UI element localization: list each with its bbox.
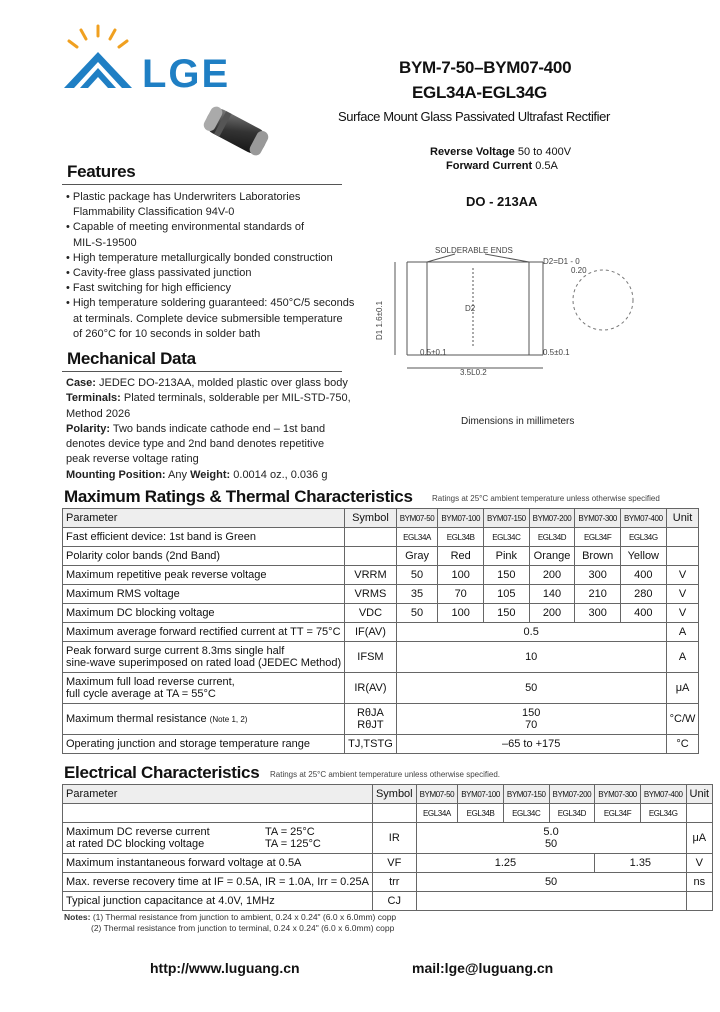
- terminals-label: Terminals:: [66, 392, 121, 405]
- feature-item: • Fast switching for high efficiency: [66, 282, 232, 295]
- egl-range-title: EGL34A-EGL34G: [412, 83, 547, 102]
- ir-125-value: 50: [544, 838, 558, 850]
- d2-tolerance-sub: 0.20: [571, 266, 587, 275]
- logo-text: LGE: [142, 52, 231, 96]
- row-unit: ns: [686, 873, 713, 892]
- table-row: [63, 804, 713, 823]
- part-range-title: BYM-7-50–BYM07-400: [399, 58, 572, 77]
- header-symbol: Symbol: [372, 785, 416, 804]
- cell: EGL34D: [529, 528, 575, 547]
- value-rtjt: 70: [525, 719, 538, 731]
- row-label: Maximum instantaneous forward voltage at 0.5A: [63, 854, 373, 873]
- cell: EGL34B: [438, 528, 484, 547]
- d2-tolerance-label: [543, 257, 587, 275]
- max-ratings-table: [62, 508, 699, 754]
- header-part: BYM07-300: [595, 785, 641, 804]
- ir-line-2: full cycle average at TA = 55°C: [66, 688, 216, 700]
- reverse-voltage-value: 50 to 400V: [517, 146, 572, 158]
- cell: 10: [396, 642, 666, 673]
- cell: 210: [575, 585, 621, 604]
- cell: 200: [529, 566, 575, 585]
- cell: 0.5: [396, 623, 666, 642]
- row-symbol: TJ,TSTG: [345, 735, 397, 754]
- note-2: (2) Thermal resistance from junction to terminal, 0.24 x 0.24" (6.0 x 6.0mm) copp: [91, 923, 395, 933]
- cell: 400: [620, 566, 666, 585]
- cell: EGL34C: [503, 804, 549, 823]
- cell: EGL34C: [484, 528, 530, 547]
- row-unit: μA: [666, 673, 699, 704]
- cell: EGL34A: [416, 804, 458, 823]
- feature-item: • Plastic package has Underwriters Laboratories: [66, 191, 301, 203]
- cell: 50: [396, 673, 666, 704]
- cell: EGL34D: [549, 804, 595, 823]
- row-symbol: IR: [372, 823, 416, 854]
- table-row: [63, 547, 699, 566]
- cell: EGL34A: [396, 528, 438, 547]
- row-unit: A: [666, 623, 699, 642]
- row-unit: μA: [686, 823, 713, 854]
- cell: 35: [396, 585, 438, 604]
- table-row: [63, 528, 699, 547]
- end-right-label: 0.5±0.1: [543, 348, 570, 357]
- row-unit: V: [666, 566, 699, 585]
- header-part: BYM07-50: [396, 509, 438, 528]
- cell: 100: [438, 566, 484, 585]
- row-symbol: [345, 547, 397, 566]
- email-link[interactable]: mail:lge@luguang.cn: [412, 960, 554, 976]
- table-row: [63, 642, 699, 673]
- cell: EGL34G: [620, 528, 666, 547]
- forward-current-label: Forward Current: [446, 160, 533, 172]
- weight-text: 0.0014 oz., 0.036 g: [233, 468, 328, 481]
- cell: 50: [396, 604, 438, 623]
- table-row: [63, 854, 713, 873]
- end-view-circle: [573, 270, 633, 330]
- table-row: [63, 585, 699, 604]
- header-part: BYM07-150: [484, 509, 530, 528]
- row-label: Maximum DC blocking voltage: [63, 604, 345, 623]
- row-unit: V: [686, 854, 713, 873]
- d1-label: [375, 301, 384, 340]
- row-symbol: VF: [372, 854, 416, 873]
- electrical-note: Ratings at 25°C ambient temperature unless otherwise specified.: [270, 770, 500, 779]
- header-part: BYM07-400: [620, 509, 666, 528]
- cell: 200: [529, 604, 575, 623]
- table-row: [63, 823, 713, 854]
- cell: Gray: [396, 547, 438, 566]
- table-row: [63, 735, 699, 754]
- polarity-text-3: peak reverse voltage rating: [66, 453, 199, 466]
- header-part: BYM07-150: [503, 785, 549, 804]
- thermal-note: (Note 1, 2): [209, 715, 248, 724]
- symbol-rtja: RθJA: [356, 707, 384, 719]
- cell: 280: [620, 585, 666, 604]
- row-symbol: CJ: [372, 892, 416, 911]
- row-unit: V: [666, 585, 699, 604]
- table-row: [63, 873, 713, 892]
- row-symbol: IF(AV): [345, 623, 397, 642]
- cell: 50: [416, 873, 686, 892]
- polarity-text-2: denotes device type and 2nd band denotes repetitive: [66, 438, 325, 451]
- features-divider: [62, 184, 342, 185]
- row-symbol: [345, 704, 397, 735]
- cell: 50: [396, 566, 438, 585]
- polarity-text: Two bands indicate cathode end – 1st band: [112, 422, 326, 435]
- max-ratings-title: Maximum Ratings & Thermal Characteristics: [64, 487, 413, 506]
- website-link[interactable]: http://www.luguang.cn: [150, 960, 300, 976]
- row-label: Maximum RMS voltage: [63, 585, 345, 604]
- temp-25: TA = 25°C: [265, 826, 315, 838]
- row-label: Maximum repetitive peak reverse voltage: [63, 566, 345, 585]
- d2-tolerance: D2=D1 - 0: [543, 257, 580, 266]
- cell: 300: [575, 566, 621, 585]
- header-unit: Unit: [666, 509, 699, 528]
- product-subtitle: Surface Mount Glass Passivated Ultrafast Rectifier: [338, 109, 610, 124]
- row-unit: [666, 528, 699, 547]
- row-label: [63, 823, 373, 854]
- ir-line-1: Maximum full load reverse current,: [66, 676, 235, 688]
- table-row: [63, 566, 699, 585]
- solderable-ends-label: SOLDERABLE ENDS: [435, 246, 513, 255]
- row-symbol: VDC: [345, 604, 397, 623]
- table-row: [63, 604, 699, 623]
- mechanical-divider: [62, 371, 342, 372]
- table-row: [63, 892, 713, 911]
- thermal-label: Maximum thermal resistance: [66, 713, 207, 725]
- weight-label: Weight:: [190, 468, 231, 481]
- table-row: [63, 704, 699, 735]
- logo-mark-icon: [58, 22, 138, 94]
- header-part: BYM07-200: [549, 785, 595, 804]
- cell: Orange: [529, 547, 575, 566]
- cell: [416, 892, 686, 911]
- header-part: BYM07-100: [458, 785, 504, 804]
- row-symbol: trr: [372, 873, 416, 892]
- row-unit: [686, 804, 713, 823]
- value-rtja: 150: [522, 707, 541, 719]
- cell: 70: [438, 585, 484, 604]
- table-row: [63, 623, 699, 642]
- row-unit: [686, 892, 713, 911]
- row-symbol: VRRM: [345, 566, 397, 585]
- temp-125: TA = 125°C: [265, 838, 321, 850]
- feature-item: • High temperature soldering guaranteed: 450°C/5 seconds: [66, 297, 355, 310]
- electrical-title: Electrical Characteristics: [64, 763, 260, 782]
- cell: Brown: [575, 547, 621, 566]
- row-label: Operating junction and storage temperature range: [63, 735, 345, 754]
- header-symbol: Symbol: [345, 509, 397, 528]
- case-label: Case:: [66, 377, 96, 389]
- feature-item: Flammability Classification 94V-0: [73, 206, 235, 219]
- max-ratings-note: Ratings at 25°C ambient temperature unless otherwise specified: [432, 494, 660, 503]
- dc-reverse-line-1: Maximum DC reverse current: [66, 826, 210, 838]
- row-label: Fast efficient device: 1st band is Green: [63, 528, 345, 547]
- cell: EGL34F: [595, 804, 641, 823]
- header-part: BYM07-400: [640, 785, 686, 804]
- d1-symbol: D1: [375, 329, 384, 340]
- row-unit: °C/W: [666, 704, 699, 735]
- polarity-label: Polarity:: [66, 422, 111, 435]
- row-label: [63, 642, 345, 673]
- table-row: [63, 673, 699, 704]
- row-unit: A: [666, 642, 699, 673]
- cell: [416, 823, 686, 854]
- cell: 300: [575, 604, 621, 623]
- table-header-row: [63, 785, 713, 804]
- row-label: Maximum average forward rectified current at TT = 75°C: [63, 623, 345, 642]
- mechanical-data: [66, 376, 351, 483]
- row-label: Typical junction capacitance at 4.0V, 1MHz: [63, 892, 373, 911]
- dc-reverse-line-2: at rated DC blocking voltage: [66, 838, 205, 850]
- mechanical-title: Mechanical Data: [67, 349, 196, 368]
- package-name: DO - 213AA: [466, 194, 538, 209]
- length-label: 3.5L0.2: [460, 368, 487, 377]
- mounting-text: Any: [168, 468, 188, 481]
- header-parameter: Parameter: [63, 509, 345, 528]
- row-symbol: [345, 528, 397, 547]
- cell: EGL34G: [640, 804, 686, 823]
- header-part: BYM07-300: [575, 509, 621, 528]
- electrical-table: [62, 784, 713, 911]
- cell: 1.35: [595, 854, 686, 873]
- terminals-text-2: Method 2026: [66, 407, 131, 420]
- mounting-label: Mounting Position:: [66, 468, 166, 481]
- cell: –65 to +175: [396, 735, 666, 754]
- reverse-voltage-spec: [430, 146, 571, 158]
- features-title: Features: [67, 162, 136, 181]
- d1-value: 1.6±0.1: [375, 300, 384, 328]
- row-label: [63, 804, 373, 823]
- forward-current-spec: [446, 160, 558, 172]
- package-outline: [365, 240, 655, 390]
- cell: EGL34B: [458, 804, 504, 823]
- logo: [58, 22, 238, 96]
- cell: 140: [529, 585, 575, 604]
- cell: Yellow: [620, 547, 666, 566]
- row-label: Max. reverse recovery time at IF = 0.5A, IR = 1.0A, Irr = 0.25A: [63, 873, 373, 892]
- cell: 100: [438, 604, 484, 623]
- end-left-label: 0.5±0.1: [420, 348, 447, 357]
- note-1: (1) Thermal resistance from junction to ambient, 0.24 x 0.24" (6.0 x 6.0mm) copp: [92, 912, 397, 922]
- terminals-text: Plated terminals, solderable per MIL-STD-750,: [123, 392, 351, 405]
- symbol-rtjt: RθJT: [357, 719, 384, 731]
- table-header-row: [63, 509, 699, 528]
- cell: 400: [620, 604, 666, 623]
- row-unit: V: [666, 604, 699, 623]
- row-unit: °C: [666, 735, 699, 754]
- feature-item: MIL-S-19500: [73, 236, 137, 249]
- cell: EGL34F: [575, 528, 621, 547]
- row-symbol: VRMS: [345, 585, 397, 604]
- diode-image: [196, 96, 276, 166]
- ir-25-value: 5.0: [543, 826, 559, 838]
- temp-conditions: [265, 826, 321, 850]
- case-text: JEDEC DO-213AA, molded plastic over glass body: [99, 377, 348, 389]
- cell: 105: [484, 585, 530, 604]
- forward-current-value: 0.5A: [535, 160, 558, 172]
- d2-label: D2: [465, 304, 476, 313]
- row-unit: [666, 547, 699, 566]
- row-label: [63, 673, 345, 704]
- cell: [396, 704, 666, 735]
- row-label: [63, 704, 345, 735]
- ifsm-line-2: sine-wave superimposed on rated load (JEDEC Method): [66, 657, 342, 669]
- dimensions-caption: Dimensions in millimeters: [461, 416, 575, 427]
- ifsm-line-1: Peak forward surge current 8.3ms single half: [66, 645, 285, 657]
- cell: 1.25: [416, 854, 595, 873]
- cell: Red: [438, 547, 484, 566]
- cell: Pink: [484, 547, 530, 566]
- row-symbol: [372, 804, 416, 823]
- row-label: Polarity color bands (2nd Band): [63, 547, 345, 566]
- notes: [64, 912, 396, 934]
- features-list: [66, 190, 354, 342]
- feature-item: • Cavity-free glass passivated junction: [66, 267, 252, 280]
- header-part: BYM07-50: [416, 785, 458, 804]
- feature-item: at terminals. Complete device submersible temperature: [73, 312, 343, 325]
- cell: 150: [484, 604, 530, 623]
- reverse-voltage-label: Reverse Voltage: [430, 146, 515, 158]
- feature-item: of 260°C for 10 seconds in solder bath: [73, 327, 261, 340]
- notes-label: Notes:: [64, 912, 91, 922]
- cell: 150: [484, 566, 530, 585]
- row-symbol: IFSM: [345, 642, 397, 673]
- header-part: BYM07-200: [529, 509, 575, 528]
- row-symbol: IR(AV): [345, 673, 397, 704]
- dimension-drawing: [365, 240, 655, 430]
- header-parameter: Parameter: [63, 785, 373, 804]
- header-part: BYM07-100: [438, 509, 484, 528]
- header-unit: Unit: [686, 785, 713, 804]
- feature-item: • Capable of meeting environmental standards of: [66, 221, 305, 234]
- feature-item: • High temperature metallurgically bonded construction: [66, 251, 333, 264]
